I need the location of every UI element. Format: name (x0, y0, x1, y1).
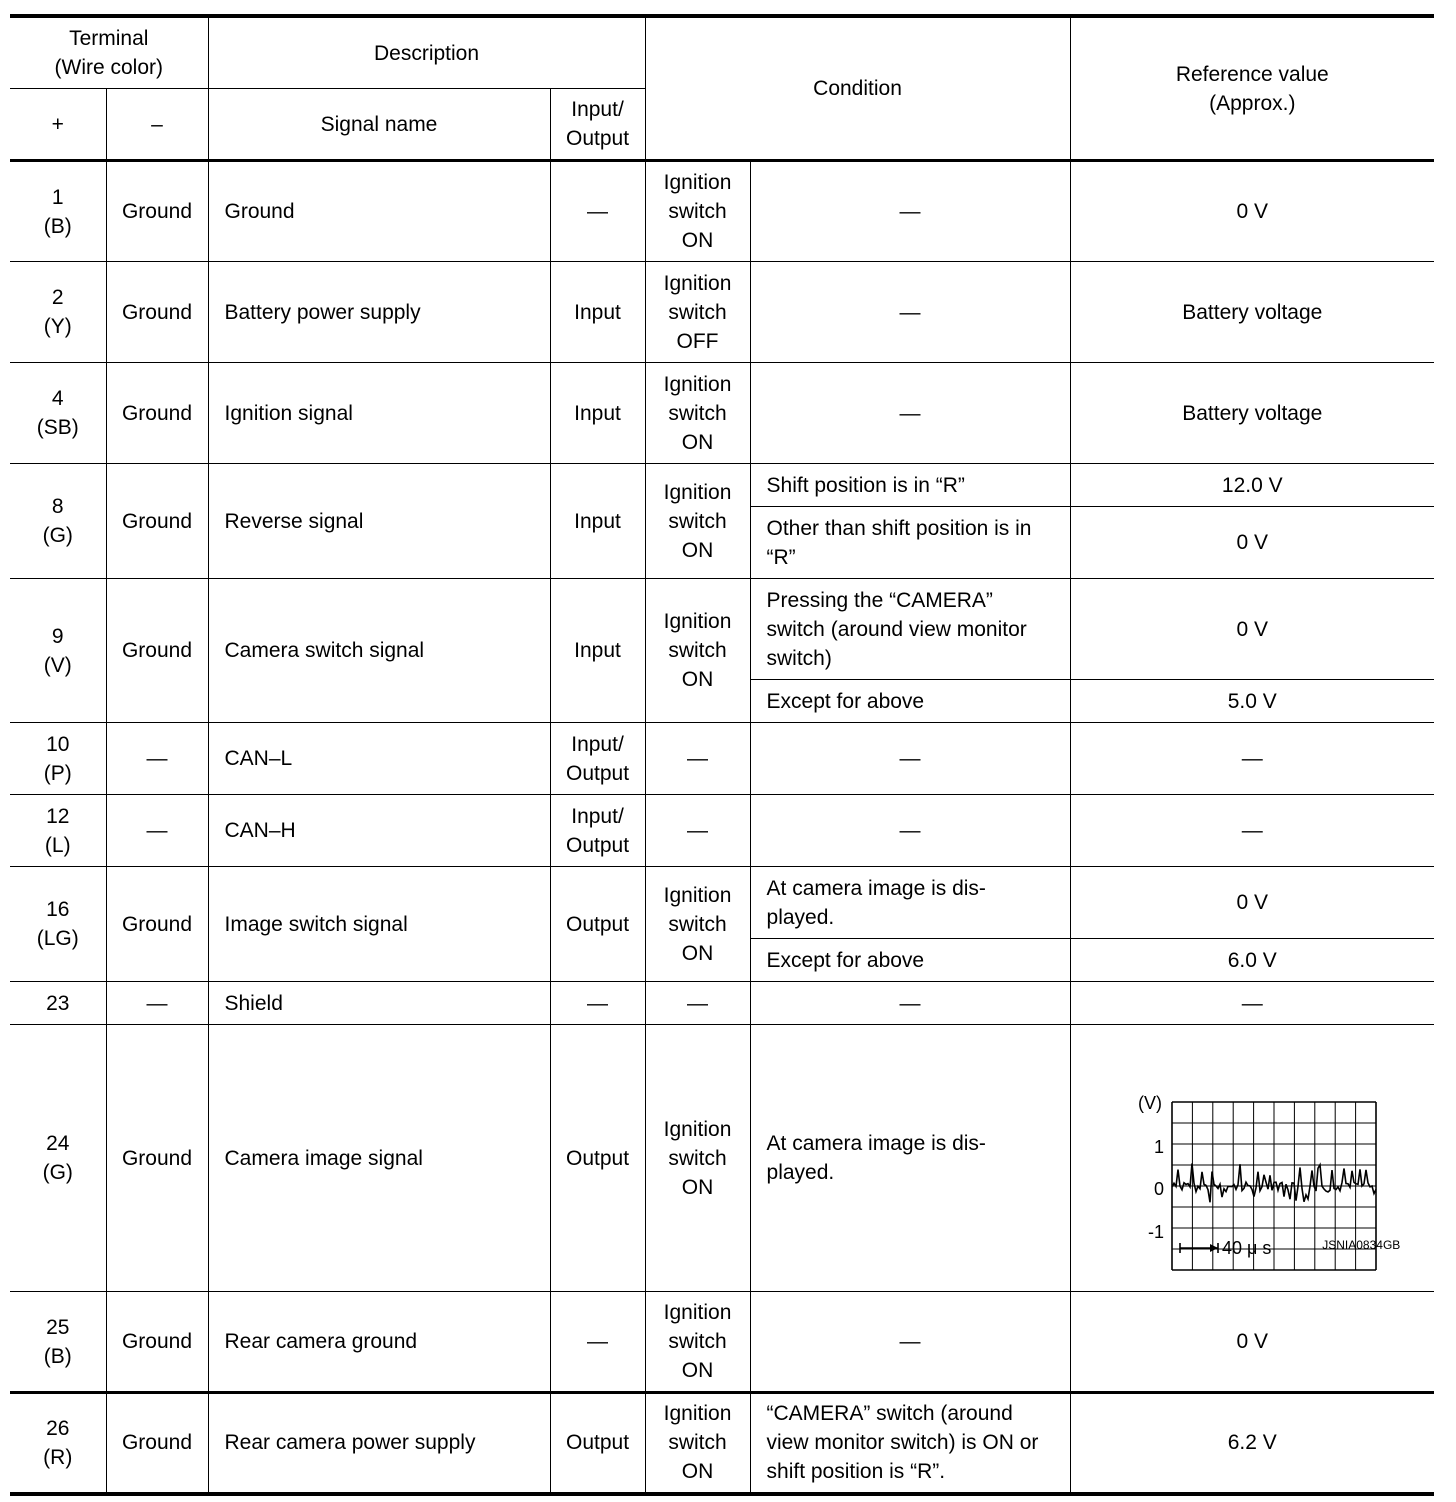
condition-header: Condition (645, 16, 1070, 161)
signal-name-cell: Camera switch signal (208, 579, 550, 723)
condition-cell: — (750, 982, 1070, 1025)
reference-cell: — (1070, 795, 1434, 867)
condition-cell: — (750, 161, 1070, 262)
table-row (10, 982, 1434, 1025)
ignition-cell: Ignition switch ON (645, 1292, 750, 1393)
terminal-cell: 24 (G) (10, 1025, 106, 1292)
minus-cell: Ground (106, 1025, 208, 1292)
condition-cell: Shift position is in “R” (750, 464, 1070, 507)
io-cell: — (550, 982, 645, 1025)
minus-cell: Ground (106, 579, 208, 723)
minus-cell: Ground (106, 1292, 208, 1393)
signal-name-cell: Camera image signal (208, 1025, 550, 1292)
tick-label: 1 (1154, 1137, 1165, 1157)
condition-cell: Pressing the “CAMERA” switch (around view monitor switch) (750, 579, 1070, 680)
table-row (10, 161, 1434, 262)
terminal-cell: 8 (G) (10, 464, 106, 579)
ignition-cell: Ignition switch ON (645, 363, 750, 464)
terminal-cell: 2 (Y) (10, 262, 106, 363)
ignition-cell: Ignition switch ON (645, 867, 750, 982)
reference-waveform-cell (1070, 1025, 1434, 1292)
condition-cell: Except for above (750, 680, 1070, 723)
reference-cell: 5.0 V (1070, 680, 1434, 723)
condition-cell: — (750, 262, 1070, 363)
ignition-cell: Ignition switch ON (645, 1393, 750, 1494)
signal-name-cell: Reverse signal (208, 464, 550, 579)
table-row (10, 723, 1434, 795)
reference-cell: Battery voltage (1070, 363, 1434, 464)
condition-cell: “CAMERA” switch (around view monitor switch) is ON or shift position is “R”. (750, 1393, 1070, 1494)
table-row (10, 795, 1434, 867)
minus-header: – (106, 89, 208, 161)
table-row (10, 464, 1434, 507)
io-cell: Input (550, 579, 645, 723)
terminal-cell: 16 (LG) (10, 867, 106, 982)
terminal-cell: 26 (R) (10, 1393, 106, 1494)
condition-cell: — (750, 1292, 1070, 1393)
signal-name-cell: Battery power supply (208, 262, 550, 363)
reference-cell: 0 V (1070, 867, 1434, 939)
table-row (10, 1025, 1434, 1292)
ignition-cell: — (645, 723, 750, 795)
io-cell: Output (550, 1393, 645, 1494)
terminal-cell: 1 (B) (10, 161, 106, 262)
reference-cell: 0 V (1070, 579, 1434, 680)
minus-cell: Ground (106, 363, 208, 464)
ignition-cell: — (645, 982, 750, 1025)
reference-cell: 6.2 V (1070, 1393, 1434, 1494)
condition-cell: — (750, 363, 1070, 464)
io-cell: — (550, 161, 645, 262)
ignition-cell: — (645, 795, 750, 867)
terminal-cell: 12 (L) (10, 795, 106, 867)
io-cell: Input (550, 464, 645, 579)
ignition-cell: Ignition switch ON (645, 579, 750, 723)
io-header: Input/ Output (550, 89, 645, 161)
terminal-cell: 23 (10, 982, 106, 1025)
table-row (10, 867, 1434, 939)
terminal-cell: 25 (B) (10, 1292, 106, 1393)
reference-cell: — (1070, 723, 1434, 795)
condition-cell: Except for above (750, 939, 1070, 982)
signal-name-cell: CAN–H (208, 795, 550, 867)
reference-cell: 0 V (1070, 507, 1434, 579)
minus-cell: Ground (106, 262, 208, 363)
signal-name-header: Signal name (208, 89, 550, 161)
condition-cell: At camera image is dis- played. (750, 1025, 1070, 1292)
signal-name-cell: Rear camera power supply (208, 1393, 550, 1494)
reference-cell: Battery voltage (1070, 262, 1434, 363)
signal-name-cell: Image switch signal (208, 867, 550, 982)
io-cell: Input (550, 262, 645, 363)
terminal-cell: 10 (P) (10, 723, 106, 795)
table-row (10, 1393, 1434, 1494)
minus-cell: Ground (106, 1393, 208, 1494)
signal-name-cell: Rear camera ground (208, 1292, 550, 1393)
time-scale-label: 40 μ s (1222, 1238, 1272, 1258)
terminal-cell: 4 (SB) (10, 363, 106, 464)
io-cell: Output (550, 1025, 645, 1292)
description-header: Description (208, 16, 645, 89)
reference-cell: 12.0 V (1070, 464, 1434, 507)
condition-cell: Other than shift position is in “R” (750, 507, 1070, 579)
reference-cell: 6.0 V (1070, 939, 1434, 982)
minus-cell: — (106, 795, 208, 867)
ignition-cell: Ignition switch ON (645, 1025, 750, 1292)
minus-cell: — (106, 723, 208, 795)
minus-cell: Ground (106, 464, 208, 579)
table-row (10, 579, 1434, 680)
condition-cell: At camera image is dis- played. (750, 867, 1070, 939)
condition-cell: — (750, 795, 1070, 867)
plus-header: + (10, 89, 106, 161)
figure-id: JSNIA0834GB (1322, 1238, 1401, 1252)
io-cell: Input/ Output (550, 795, 645, 867)
reference-cell: — (1070, 982, 1434, 1025)
ignition-cell: Ignition switch OFF (645, 262, 750, 363)
terminal-cell: 9 (V) (10, 579, 106, 723)
waveform-figure (1102, 1058, 1402, 1258)
signal-name-cell: CAN–L (208, 723, 550, 795)
reference-header: Reference value (Approx.) (1070, 16, 1434, 161)
signal-name-cell: Shield (208, 982, 550, 1025)
signal-name-cell: Ground (208, 161, 550, 262)
condition-cell: — (750, 723, 1070, 795)
minus-cell: Ground (106, 161, 208, 262)
unit-label: (V) (1138, 1093, 1163, 1113)
reference-cell: 0 V (1070, 161, 1434, 262)
terminal-reference-table (10, 14, 1434, 1496)
minus-cell: Ground (106, 867, 208, 982)
table-row (10, 363, 1434, 464)
signal-name-cell: Ignition signal (208, 363, 550, 464)
tick-label: 0 (1154, 1179, 1165, 1199)
ignition-cell: Ignition switch ON (645, 464, 750, 579)
reference-cell: 0 V (1070, 1292, 1434, 1393)
io-cell: Input/ Output (550, 723, 645, 795)
ignition-cell: Ignition switch ON (645, 161, 750, 262)
minus-cell: — (106, 982, 208, 1025)
io-cell: Output (550, 867, 645, 982)
io-cell: Input (550, 363, 645, 464)
terminal-header: Terminal (Wire color) (10, 16, 208, 89)
io-cell: — (550, 1292, 645, 1393)
table-row (10, 262, 1434, 363)
tick-label: -1 (1148, 1222, 1165, 1242)
